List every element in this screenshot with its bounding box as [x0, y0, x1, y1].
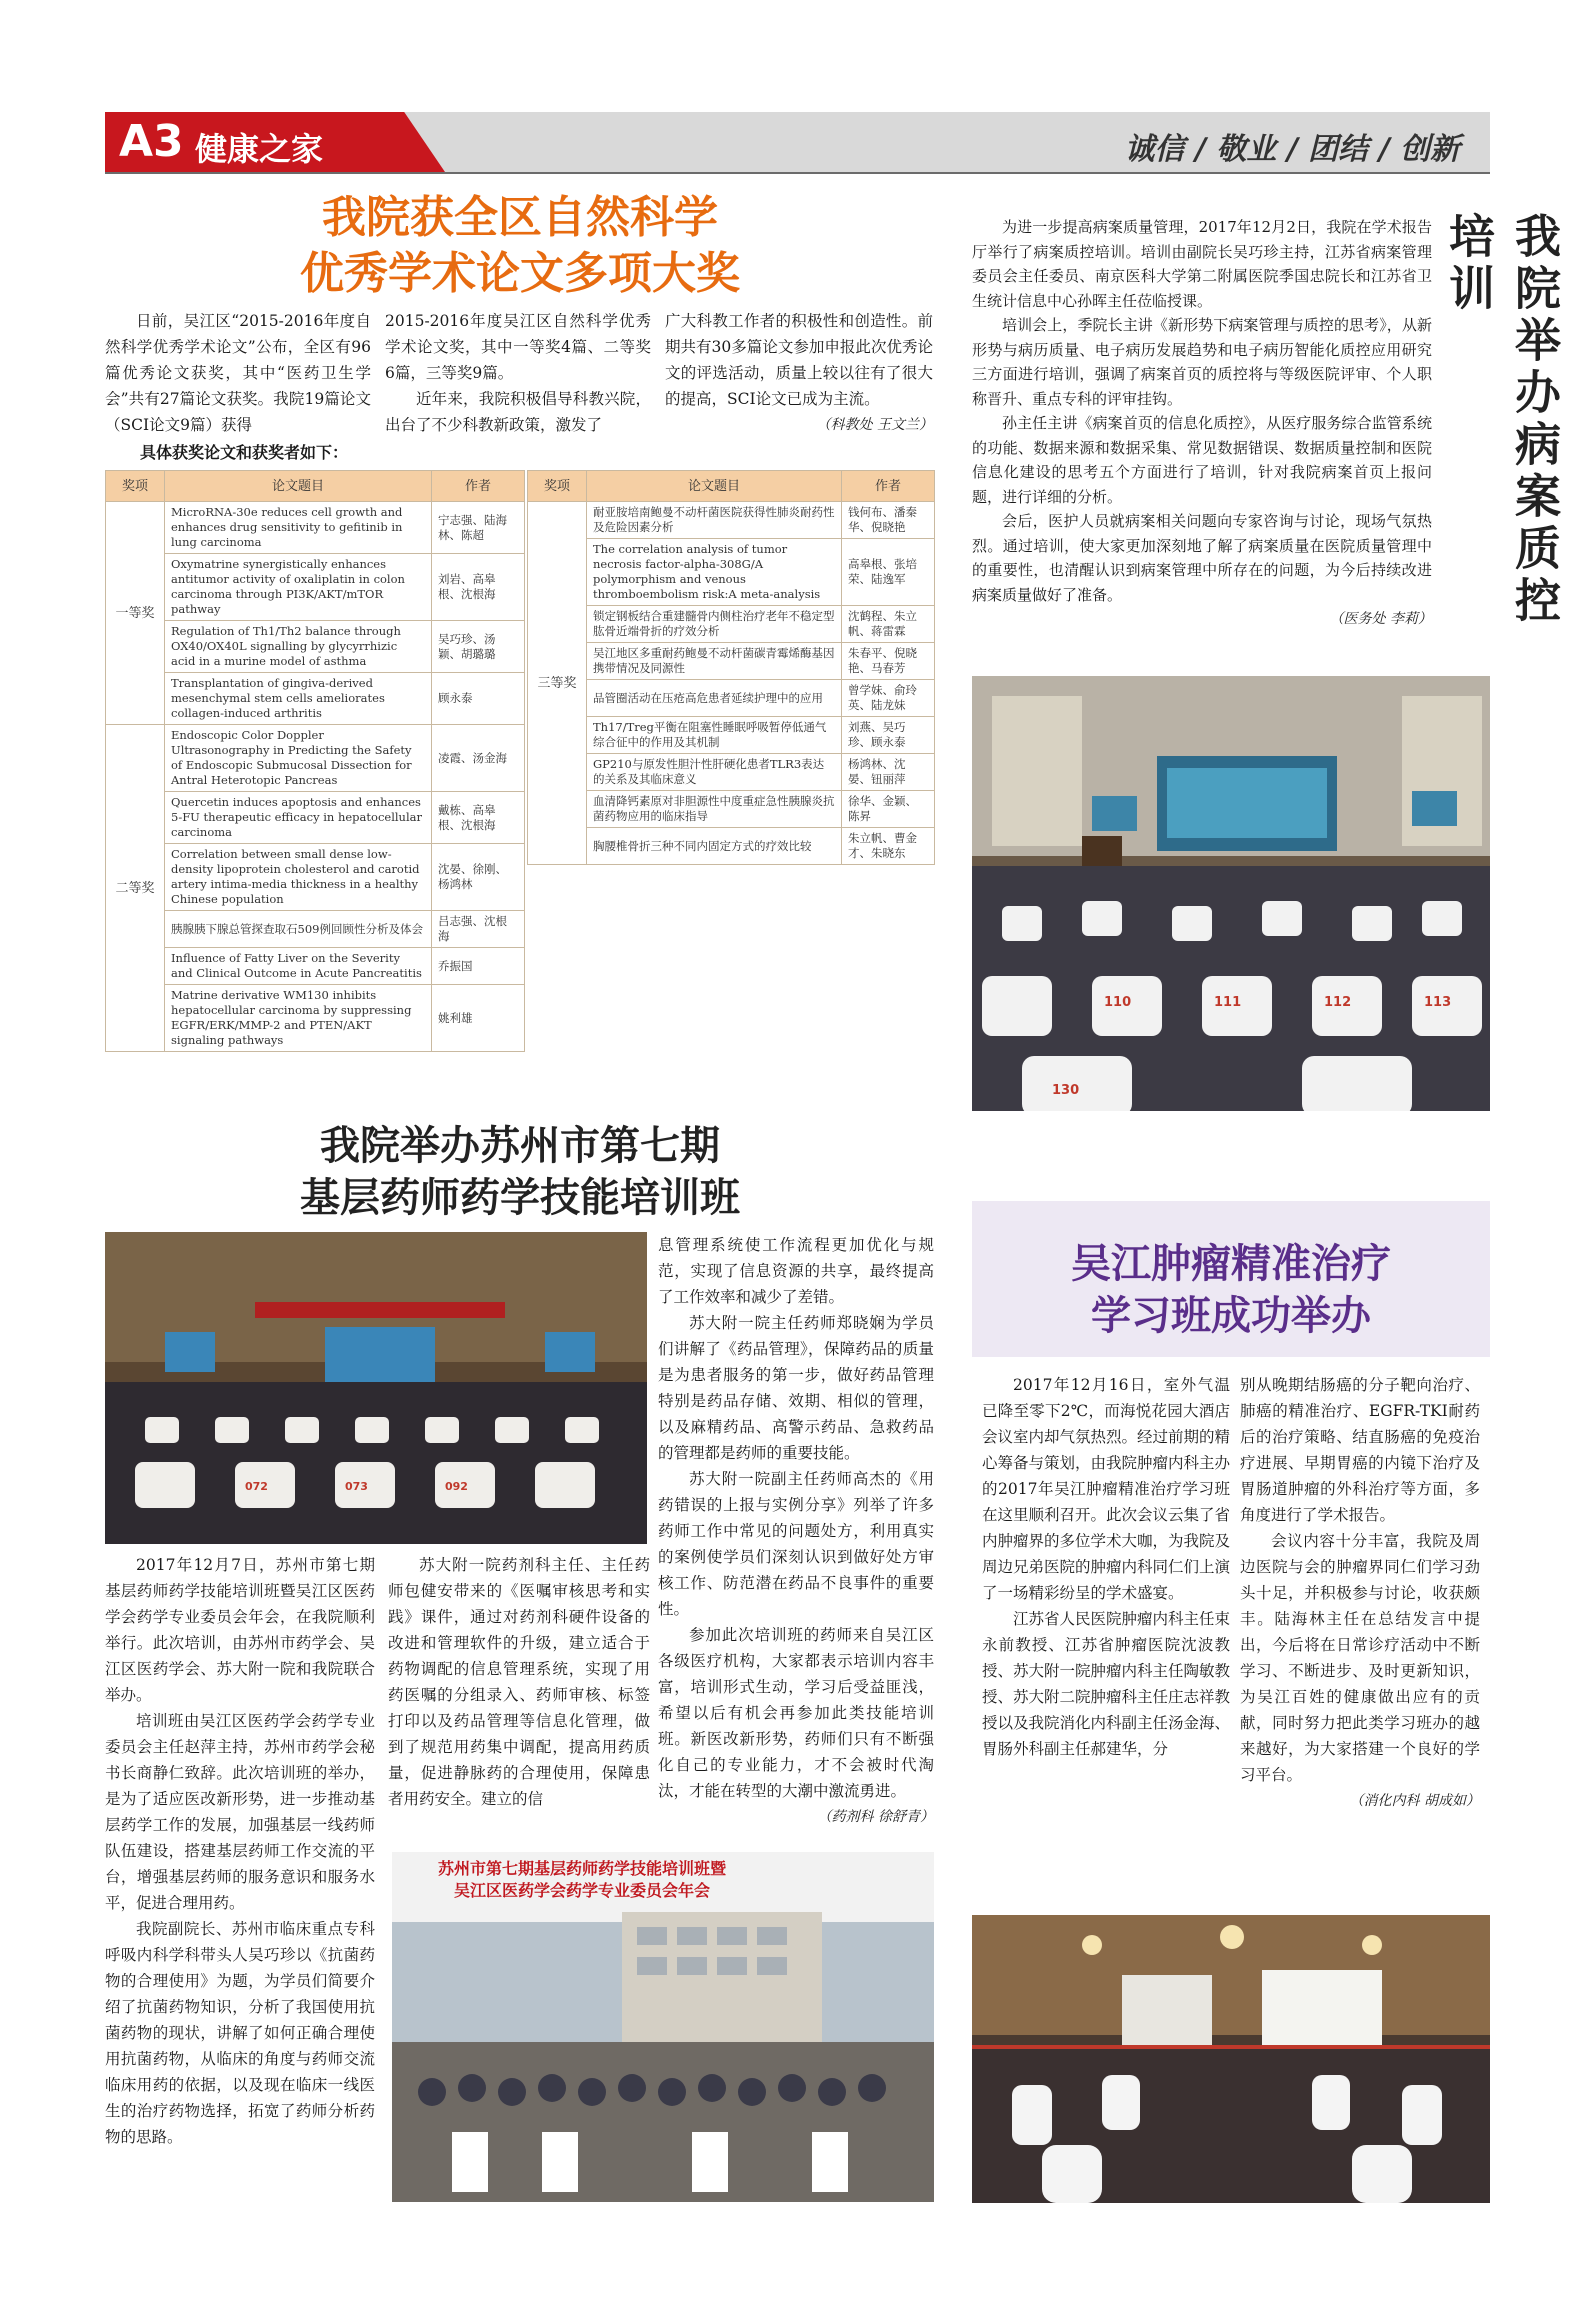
paper-title-cell: Correlation between small dense low-density lipoprotein cholesterol and carotid artery intima-media thickness in a healthy Chinese population [165, 844, 432, 911]
table-row [528, 828, 935, 865]
article4-byline: （消化内科 胡成如） [1349, 1793, 1480, 1809]
article1-col3-text: 广大科教工作者的积极性和创造性。前期共有30多篇论文参加申报此次优秀论文的评选活动，质量上较以往有了很大的提高，SCI论文已成为主流。 [665, 312, 933, 408]
table-row [528, 643, 935, 680]
section-name: 健康之家 [195, 130, 324, 168]
author-cell: 吴巧珍、汤颖、胡璐璐 [432, 621, 525, 673]
author-cell: 戴栋、高皋根、沈根海 [432, 792, 525, 844]
paper-title-cell: Regulation of Th1/Th2 balance through OX40/OX40L signalling by glycyrrhizic acid in a murine model of asthma [165, 621, 432, 673]
article1-col3 [665, 308, 933, 438]
paper-title-cell: The correlation analysis of tumor necrosis factor-alpha-308G/A polymorphism and venous thromboembolism risk:A meta-analysis [587, 539, 842, 606]
table-row [106, 621, 525, 673]
author-cell: 高皋根、张培荣、陆逸军 [842, 539, 935, 606]
article3-paragraph: 我院副院长、苏州市临床重点专科呼吸内科学科带头人吴巧珍以《抗菌药物的合理使用》为题，为学员们简要介绍了抗菌药物知识，分析了我国使用抗菌药物的现状，讲解了如何正确合理使用抗菌药物，从临床的角度与药师交流临床用药的依据，以及现在临床一线医生的治疗药物选择，拓宽了药师分析药物的思路。 [105, 1920, 375, 2146]
article1-col2b-text: 近年来，我院积极倡导科教兴院，出台了不少科教新政策，激发了 [385, 390, 651, 434]
article2-paragraph: 孙主任主讲《病案首页的信息化质控》，从医疗服务综合监管系统的功能、数据来源和数据采集、常见数据错误、数据质量控制和医院信息化建设的思考五个方面进行了培训，针对我院病案首页上报问题，进行详细的分析。 [972, 414, 1432, 506]
photo-group [392, 1852, 934, 2202]
article4-paragraph: 2017年12月16日，室外气温已降至零下2℃，而海悦花园大酒店会议室内却气氛热烈。经过前期的精心筹备与策划，由我院肿瘤内科主办的2017年吴江肿瘤精准治疗学习班在这里顺利召开。此次会议云集了省内肿瘤界的多位学术大咖，为我院及周边兄弟医院的肿瘤内科同仁们上演了一场精彩纷呈的学术盛宴。 [982, 1376, 1231, 1602]
author-cell: 姚利雄 [432, 985, 525, 1052]
prize-cell: 二等奖 [106, 725, 165, 1052]
author-cell: 杨鸿林、沈晏、钮丽萍 [842, 754, 935, 791]
article3-paragraph: 苏大附一院药剂科主任、主任药师包健安带来的《医嘱审核思考和实践》课件，通过对药剂科硬件设备的改进和管理软件的升级，建立适合于药物调配的信息管理系统，实现了用药医嘱的分组录入、药师审核、标签打印以及药品管理等信息化管理，做到了规范用药集中调配，提高用药质量，促进静脉药的合理使用，保障患者用药安全。建立的信 [388, 1556, 650, 1808]
table-row [106, 844, 525, 911]
article1-byline: （科教处 王文兰） [816, 417, 933, 433]
paper-title-cell: 吴江地区多重耐药鲍曼不动杆菌碳青霉烯酶基因携带情况及同源性 [587, 643, 842, 680]
table-caption: 具体获奖论文和获奖者如下： [140, 443, 349, 462]
paper-title-cell: Th17/Treg平衡在阻塞性睡眠呼吸暂停低通气综合征中的作用及其机制 [587, 717, 842, 754]
table-row [528, 791, 935, 828]
table-row [528, 502, 935, 539]
table-row [106, 725, 525, 792]
seat-number: 092 [445, 1480, 468, 1493]
article1-title-line1: 我院获全区自然科学 [322, 192, 718, 243]
paper-title-cell: Transplantation of gingiva-derived mesenchymal stem cells ameliorates collagen-induced arthritis [165, 673, 432, 725]
paper-title-cell: MicroRNA-30e reduces cell growth and enhances drug sensitivity to gefitinib in lung carcinoma [165, 502, 432, 554]
table-row [106, 911, 525, 948]
article4-paragraph: 江苏省人民医院肿瘤内科主任束永前教授、江苏省肿瘤医院沈波教授、苏大附一院肿瘤内科主任陶敏教授、苏大附二院肿瘤科主任庄志祥教授以及我院消化内科副主任汤金海、胃肠外科副主任郝建华，分 [982, 1610, 1231, 1758]
group-photo-banner: 苏州市第七期基层药师药学技能培训班暨吴江区医药学会药学专业委员会年会 [437, 1859, 726, 1900]
author-cell: 沈晏、徐刚、杨鸿林 [432, 844, 525, 911]
page-number: A3 [119, 116, 184, 167]
seat-number: 073 [345, 1480, 368, 1493]
author-cell: 徐华、金颖、陈昇 [842, 791, 935, 828]
header-motto: 诚信 / 敬业 / 团结 / 创新 [1124, 132, 1460, 167]
awards-table-left [105, 470, 525, 1052]
seat-number: 130 [1052, 1083, 1080, 1098]
article3-col2 [388, 1552, 650, 1812]
seat-number: 110 [1104, 995, 1132, 1010]
article1-col2 [385, 308, 651, 438]
col-header-author: 作者 [432, 471, 525, 502]
author-cell: 钱何布、潘秦华、倪晓艳 [842, 502, 935, 539]
paper-title-cell: Matrine derivative WM130 inhibits hepatocellular carcinoma by suppressing EGFR/ERK/MMP-2 and PTEN/AKT signaling pathways [165, 985, 432, 1052]
seat-number: 111 [1214, 995, 1242, 1010]
author-cell: 沈鹤程、朱立帆、蒋雷霖 [842, 606, 935, 643]
table-row [106, 948, 525, 985]
paper-title-cell: 品管圈活动在压疮高危患者延续护理中的应用 [587, 680, 842, 717]
paper-title-cell: Endoscopic Color Doppler Ultrasonography in Predicting the Safety of Endoscopic Submucosal Dissection for Antral Heterotopic Pancreas [165, 725, 432, 792]
article4-title-line1: 吴江肿瘤精准治疗 [1071, 1241, 1391, 1287]
table-row [528, 539, 935, 606]
author-cell: 刘岩、高皋根、沈根海 [432, 554, 525, 621]
col-header-title: 论文题目 [165, 471, 432, 502]
photo-banquet-hall [972, 1915, 1490, 2203]
article4-paragraph: 会议内容十分丰富，我院及周边医院与会的肿瘤界同仁们学习劲头十足，并积极参与讨论，收获颇丰。陆海林主任在总结发言中提出，今后将在日常诊疗活动中不断学习、不断进步、及时更新知识，为吴江百姓的健康做出应有的贡献，同时努力把此类学习班办的越来越好，为大家搭建一个良好的学习平台。 [1240, 1532, 1480, 1784]
page-header [105, 112, 1490, 172]
article3-paragraph: 息管理系统使工作流程更加优化与规范，实现了信息资源的共享，最终提高了工作效率和减少了差错。 [658, 1236, 934, 1306]
paper-title-cell: 耐亚胺培南鲍曼不动杆菌医院获得性肺炎耐药性及危险因素分析 [587, 502, 842, 539]
article4-col1 [982, 1372, 1230, 1762]
seat-number: 072 [245, 1480, 268, 1493]
article4-title-line2: 学习班成功举办 [1091, 1293, 1371, 1339]
paper-title-cell: Influence of Fatty Liver on the Severity and Clinical Outcome in Acute Pancreatitis [165, 948, 432, 985]
paper-title-cell: GP210与原发性胆汁性肝硬化患者TLR3表达的关系及其临床意义 [587, 754, 842, 791]
paper-title-cell: 锁定钢板结合重建髓骨内侧柱治疗老年不稳定型肱骨近端骨折的疗效分析 [587, 606, 842, 643]
article2-paragraph: 会后，医护人员就病案相关问题向专家咨询与讨论，现场气氛热烈。通过培训，使大家更加深刻地了解了病案质量在医院质量管理中的重要性，也清醒认识到病案管理中所存在的问题，为今后持续改进病案质量做好了准备。 [972, 512, 1432, 604]
article1-col2-text: 2015-2016年度吴江区自然科学优秀学术论文奖，其中一等奖4篇、二等奖6篇，三等奖9篇。 [385, 312, 651, 382]
article3-title-line2: 基层药师药学技能培训班 [300, 1175, 740, 1221]
col-header-author: 作者 [842, 471, 935, 502]
col-header-title: 论文题目 [587, 471, 842, 502]
article2-vertical-title: 我院举办病案质控培训 [1442, 212, 1562, 628]
paper-title-cell: Quercetin induces apoptosis and enhances 5-FU therapeutic efficacy in hepatocellular carcinoma [165, 792, 432, 844]
article1-title [105, 190, 935, 302]
table-row [106, 673, 525, 725]
author-cell: 凌霞、汤金海 [432, 725, 525, 792]
prize-cell: 一等奖 [106, 502, 165, 725]
article1-col1 [105, 308, 371, 438]
paper-title-cell: 胰腺胰下腺总管探查取石509例回顾性分析及体会 [165, 911, 432, 948]
table-row [528, 606, 935, 643]
article1-title-line2: 优秀学术论文多项大奖 [300, 248, 740, 299]
paper-title-cell: 胸腰椎骨折三种不同内固定方式的疗效比较 [587, 828, 842, 865]
paper-title-cell: Oxymatrine synergistically enhances antitumor activity of oxaliplatin in colon carcinoma through PI3K/AKT/mTOR pathway [165, 554, 432, 621]
article3-paragraph: 参加此次培训班的药师来自吴江区各级医疗机构，大家都表示培训内容丰富，培训形式生动，学习后受益匪浅，希望以后有机会再参加此类技能培训班。新医改新形势，药师们只有不断强化自己的专业能力，才不会被时代淘汰，才能在转型的大潮中激流勇进。 [658, 1626, 934, 1800]
author-cell: 刘燕、吴巧珍、顾永泰 [842, 717, 935, 754]
author-cell: 朱春平、倪晓艳、马春芳 [842, 643, 935, 680]
col-header-prize: 奖项 [528, 471, 587, 502]
author-cell: 宁志强、陆海林、陈超 [432, 502, 525, 554]
header-rule [105, 172, 1490, 174]
article3-title [105, 1120, 935, 1224]
photo-training-hall [972, 676, 1490, 1111]
article4-title [972, 1238, 1490, 1342]
article4-paragraph: 别从晚期结肠癌的分子靶向治疗、肺癌的精准治疗、EGFR-TKI耐药后的治疗策略、结直肠癌的免疫治疗进展、早期胃癌的内镜下治疗及胃肠道肿瘤的外科治疗等方面，多角度进行了学术报告。 [1240, 1376, 1480, 1524]
table-row [106, 792, 525, 844]
author-cell: 曾学妹、俞玲英、陆龙妹 [842, 680, 935, 717]
author-cell: 朱立帆、曹金才、朱晓东 [842, 828, 935, 865]
prize-cell: 三等奖 [528, 502, 587, 865]
seat-number: 113 [1424, 995, 1452, 1010]
article2-byline: （医务处 李莉） [1329, 611, 1432, 627]
article3-paragraph: 2017年12月7日，苏州市第七期基层药师药学技能培训班暨吴江区医药学会药学专业委员会年会，在我院顺利举行。此次培训，由苏州市药学会、吴江区医药学会、苏大附一院和我院联合举办。 [105, 1556, 375, 1704]
table-row [528, 717, 935, 754]
author-cell: 乔振国 [432, 948, 525, 985]
author-cell: 顾永泰 [432, 673, 525, 725]
article3-col1 [105, 1552, 375, 2150]
awards-table-right [527, 470, 935, 865]
article3-paragraph: 培训班由吴江区医药学会药学专业委员会主任赵萍主持，苏州市药学会秘书长商静仁致辞。此次培训班的举办，是为了适应医改新形势，进一步推动基层药学工作的发展，加强基层一线药师队伍建设，搭建基层药师工作交流的平台，增强基层药师的服务意识和服务水平，促进合理用药。 [105, 1712, 375, 1912]
article4-col2 [1240, 1372, 1480, 1814]
seat-number: 112 [1324, 995, 1352, 1010]
article3-col3-top [658, 1232, 934, 1830]
table-row [528, 754, 935, 791]
table-row [106, 554, 525, 621]
photo-auditorium [105, 1232, 647, 1544]
col-header-prize: 奖项 [106, 471, 165, 502]
article2-body [972, 215, 1432, 632]
article3-paragraph: 苏大附一院主任药师郑晓娴为学员们讲解了《药品管理》，保障药品的质量是为患者服务的第一步，做好药品管理特别是药品存储、效期、相似的管理，以及麻精药品、高警示药品、急救药品的管理都是药师的重要技能。 [658, 1314, 934, 1462]
article3-paragraph: 苏大附一院副主任药师高杰的《用药错误的上报与实例分享》列举了许多药师工作中常见的问题处方，利用真实的案例使学员们深刻认识到做好处方审核工作、防范潜在药品不良事件的重要性。 [658, 1470, 934, 1618]
article1-col1-text: 日前，吴江区“2015-2016年度自然科学优秀学术论文”公布，全区有96篇优秀论文获奖，其中“医药卫生学会”共有27篇论文获奖。我院19篇论文（SCI论文9篇）获得 [105, 312, 371, 434]
paper-title-cell: 血清降钙素原对非胆源性中度重症急性胰腺炎抗菌药物应用的临床指导 [587, 791, 842, 828]
table-row [528, 680, 935, 717]
author-cell: 吕志强、沈根海 [432, 911, 525, 948]
article2-paragraph: 为进一步提高病案质量管理，2017年12月2日，我院在学术报告厅举行了病案质控培训。培训由副院长吴巧珍主持，江苏省病案管理委员会主任委员、南京医科大学第二附属医院季国忠院长和江苏省卫生统计信息中心孙晖主任莅临授课。 [972, 218, 1432, 310]
table-row [106, 502, 525, 554]
article3-title-line1: 我院举办苏州市第七期 [320, 1123, 720, 1169]
article3-byline: （药剂科 徐舒青） [817, 1809, 934, 1825]
table-row [106, 985, 525, 1052]
article2-paragraph: 培训会上，季院长主讲《新形势下病案管理与质控的思考》，从新形势与病历质量、电子病历发展趋势和电子病历智能化质控应用研究三方面进行培训，强调了病案首页的质控将与等级医院评审、个人职称晋升、重点专科的评审挂钩。 [972, 316, 1432, 408]
